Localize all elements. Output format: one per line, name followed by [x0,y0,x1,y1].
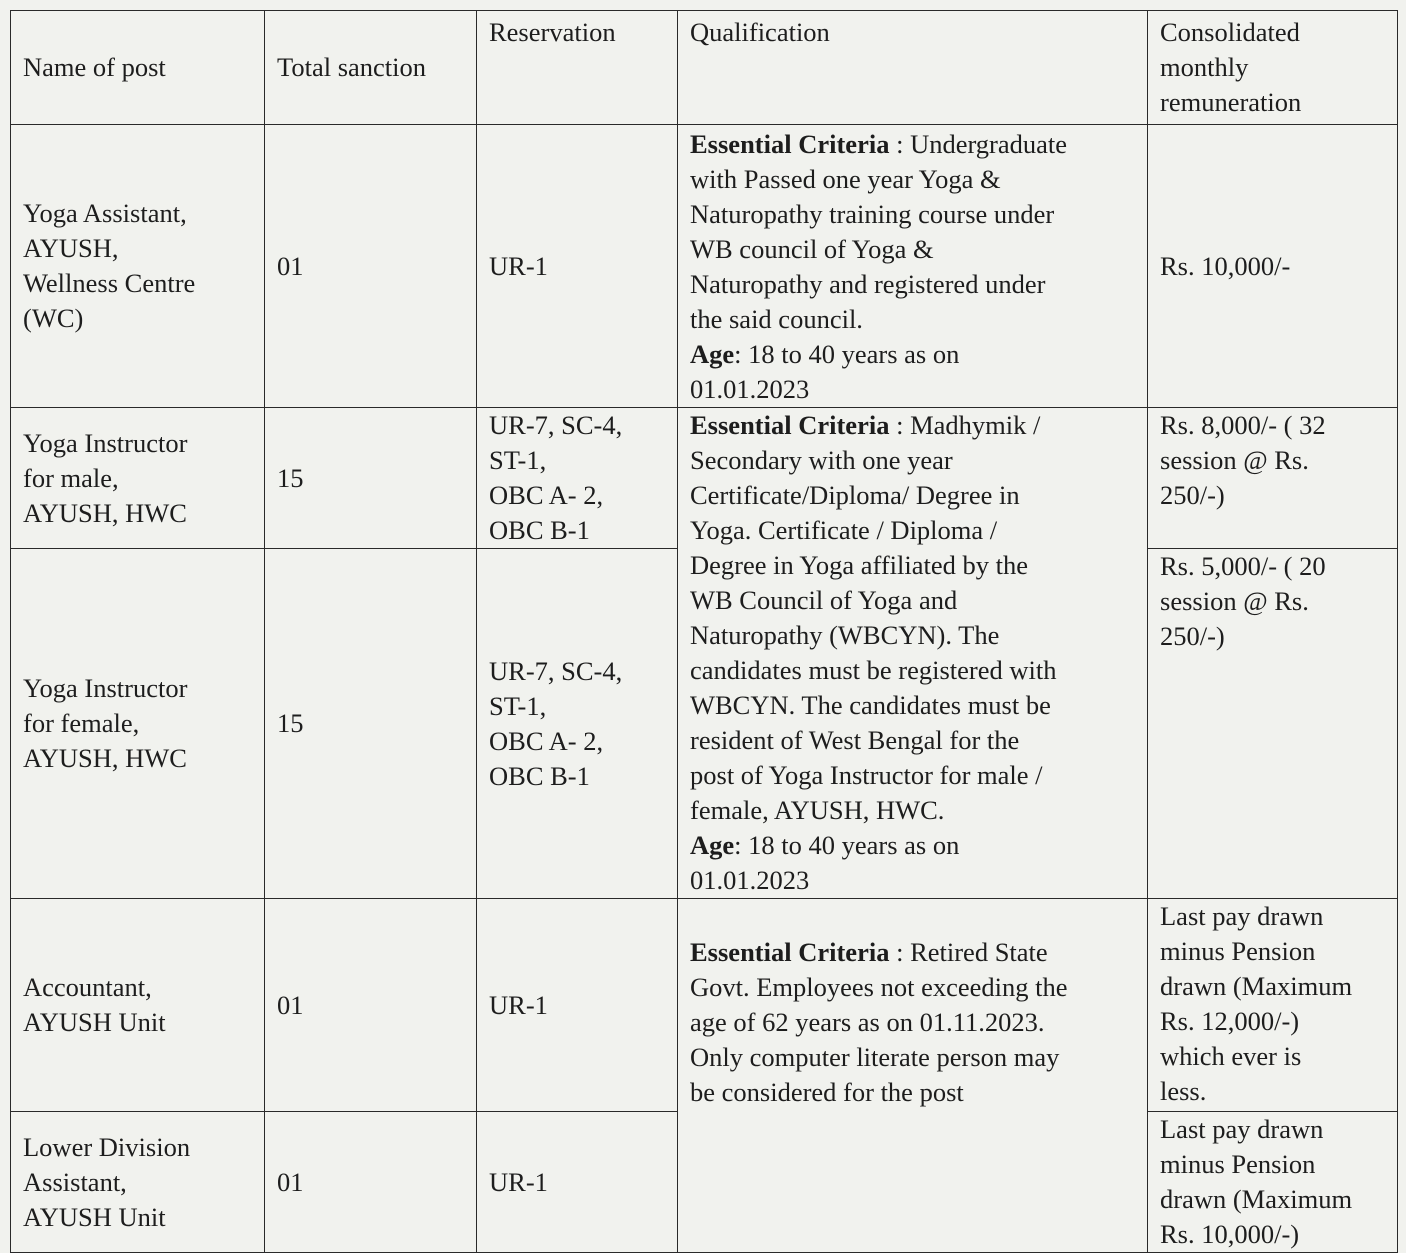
qualification-line: candidates must be registered with [690,655,1057,685]
age-text: : 18 to 40 years as on [734,830,960,860]
remuneration-cell [1148,125,1398,408]
remuneration-line: minus Pension [1160,936,1316,966]
sanction-cell [265,899,477,1112]
qualification-text: : Undergraduate [889,129,1068,159]
remuneration-line: which ever is [1160,1041,1302,1071]
remuneration-line: session @ Rs. [1160,445,1309,475]
sanction-value: 15 [277,708,304,738]
post-name-cell [11,125,265,408]
post-name-line: AYUSH, HWC [23,743,187,773]
reservation-line: OBC A- 2, [489,480,604,510]
header-remuneration-line: Consolidated [1160,17,1300,47]
post-name-cell [11,408,265,549]
recruitment-table [10,10,1398,1253]
reservation-line: UR-7, SC-4, [489,655,623,686]
qualification-line [690,408,1137,443]
age-text: : 18 to 40 years as on [734,339,960,369]
age-date: 01.01.2023 [690,865,810,895]
remuneration-line: Rs. 8,000/- ( 32 [1160,410,1326,440]
remuneration-line: Rs. 10,000/-) [1160,1219,1300,1249]
qualification-text: : Retired State [889,937,1048,967]
header-remuneration-line: remuneration [1160,87,1302,117]
qualification-line [690,935,1137,970]
remuneration-line: drawn (Maximum [1160,1184,1353,1214]
header-qualification [678,11,1148,125]
remuneration-line: Last pay drawn [1160,901,1324,931]
age-date: 01.01.2023 [690,374,810,404]
sanction-cell [265,549,477,899]
reservation-cell [477,549,678,899]
post-name-line: Wellness Centre [23,268,196,298]
qualification-line [690,127,1137,162]
qualification-text: : Madhymik / [889,410,1041,440]
remuneration-line: drawn (Maximum [1160,971,1353,1001]
post-name-line: for male, [23,462,119,493]
qualification-line: Govt. Employees not exceeding the [690,972,1068,1002]
remuneration-cell [1148,1112,1398,1253]
header-row [11,11,1398,125]
remuneration-line: session @ Rs. [1160,586,1309,616]
header-total-sanction [265,11,477,125]
post-name-line: AYUSH, HWC [23,497,187,528]
reservation-cell [477,125,678,408]
qualification-line: WB council of Yoga & [690,234,934,264]
qualification-line: Certificate/Diploma/ Degree in [690,480,1020,510]
remuneration-cell [1148,408,1398,549]
remuneration-line: minus Pension [1160,1149,1316,1179]
remuneration-line: Last pay drawn [1160,1114,1324,1144]
remuneration-line: less. [1160,1076,1207,1106]
qualification-line: Naturopathy (WBCYN). The [690,620,1000,650]
reservation-line: UR-1 [489,989,548,1020]
qualification-line: post of Yoga Instructor for male / [690,760,1043,790]
header-remuneration-line: monthly [1160,52,1249,82]
post-name-cell [11,899,265,1112]
post-name-line: Lower Division [23,1131,191,1162]
sanction-cell [265,125,477,408]
remuneration-line: Rs. 5,000/- ( 20 [1160,551,1326,581]
post-name-line: Yoga Instructor [23,673,188,703]
reservation-line: OBC B-1 [489,760,590,791]
header-name-of-post-text: Name of post [23,52,166,82]
reservation-line: UR-7, SC-4, [489,410,623,440]
qualification-line: WB Council of Yoga and [690,585,958,615]
qualification-line: be considered for the post [690,1077,964,1107]
header-total-sanction-text: Total sanction [277,52,427,82]
sanction-value: 15 [277,462,304,493]
sanction-value: 01 [277,989,304,1020]
reservation-cell [477,1112,678,1253]
post-name-line: AYUSH Unit [23,1007,166,1037]
remuneration-line: Rs. 12,000/-) [1160,1006,1300,1036]
sanction-cell [265,408,477,549]
qualification-line: the said council. [690,304,863,334]
post-name-line: Assistant, [23,1166,127,1197]
reservation-line: OBC B-1 [489,515,590,545]
qualification-line: Naturopathy and registered under [690,269,1046,299]
reservation-line: ST-1, [489,445,547,475]
qualification-cell [678,408,1148,899]
header-remuneration [1148,11,1398,125]
header-name-of-post [11,11,265,125]
essential-criteria-label: Essential Criteria [690,129,890,159]
qualification-line: Degree in Yoga affiliated by the [690,550,1029,580]
sanction-value: 01 [277,250,304,281]
qualification-line: resident of West Bengal for the [690,725,1020,755]
age-label: Age [690,339,735,369]
qualification-line: WBCYN. The candidates must be [690,690,1051,720]
post-name-line: AYUSH, [23,233,119,263]
essential-criteria-label: Essential Criteria [690,937,890,967]
remuneration-line: Rs. 10,000/- [1160,250,1291,281]
remuneration-cell [1148,899,1398,1112]
age-line [690,337,1137,372]
qualification-line: Yoga. Certificate / Diploma / [690,515,998,545]
remuneration-line: 250/-) [1160,621,1225,651]
sanction-value: 01 [277,1166,304,1197]
table-row [11,125,1398,408]
qualification-line: female, AYUSH, HWC. [690,795,945,825]
recruitment-table-sheet [10,10,1397,1249]
post-name-line: for female, [23,708,140,738]
essential-criteria-label: Essential Criteria [690,410,890,440]
qualification-cell [678,899,1148,1253]
post-name-line: (WC) [23,303,84,333]
remuneration-cell [1148,549,1398,899]
sanction-cell [265,1112,477,1253]
qualification-line: with Passed one year Yoga & [690,164,1001,194]
qualification-line: age of 62 years as on 01.11.2023. [690,1007,1045,1037]
table-row [11,899,1398,1112]
qualification-line: Naturopathy training course under [690,199,1055,229]
header-reservation [477,11,678,125]
table-row [11,408,1398,549]
reservation-cell [477,408,678,549]
reservation-line: UR-1 [489,1166,548,1197]
post-name-cell [11,549,265,899]
reservation-line: ST-1, [489,690,547,721]
remuneration-line: 250/-) [1160,480,1225,510]
reservation-line: OBC A- 2, [489,725,604,756]
reservation-cell [477,899,678,1112]
qualification-line: Only computer literate person may [690,1042,1060,1072]
post-name-line: Yoga Instructor [23,427,188,458]
reservation-line: UR-1 [489,250,548,281]
post-name-line: Yoga Assistant, [23,198,187,228]
header-reservation-text: Reservation [489,17,616,47]
post-name-line: AYUSH Unit [23,1201,166,1232]
qualification-cell [678,125,1148,408]
age-label: Age [690,830,735,860]
qualification-line: Secondary with one year [690,445,953,475]
header-qualification-text: Qualification [690,17,830,47]
age-line [690,828,1137,863]
post-name-line: Accountant, [23,972,152,1002]
post-name-cell [11,1112,265,1253]
